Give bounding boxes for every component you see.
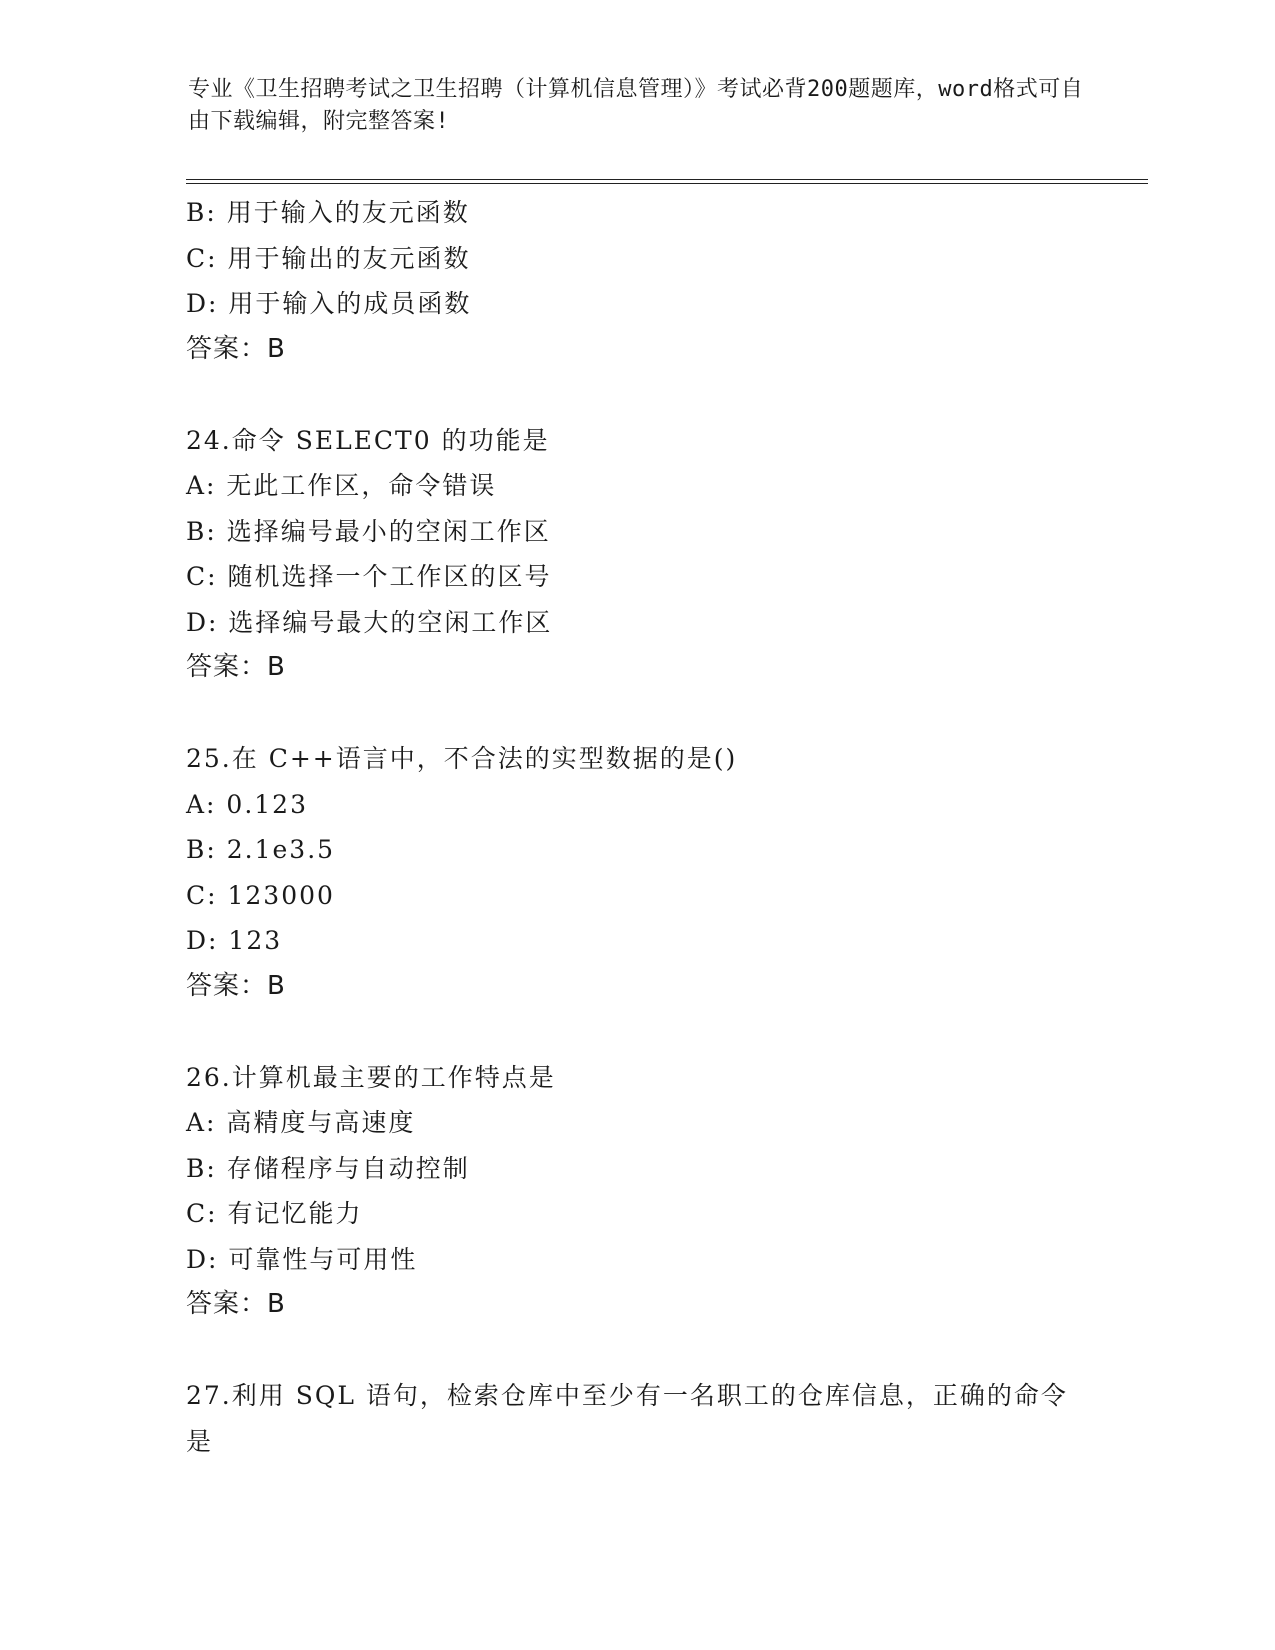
option-d: D: 用于输入的成员函数 xyxy=(186,289,472,318)
question-24 xyxy=(186,418,1086,691)
option-b: B: 存储程序与自动控制 xyxy=(186,1153,470,1183)
document-header: 专业《卫生招聘考试之卫生招聘（计算机信息管理）》考试必背200题题库，word格式可自由下载编辑，附完整答案! xyxy=(188,77,1084,134)
option-a: A: 0.123 xyxy=(186,789,308,819)
header-divider-bottom xyxy=(186,183,1148,184)
option-c: C: 随机选择一个工作区的区号 xyxy=(186,562,552,591)
option-a: A: 无此工作区，命令错误 xyxy=(186,471,497,500)
answer: 答案：B xyxy=(186,333,286,364)
option-c: C: 有记忆能力 xyxy=(186,1199,363,1228)
question-text: 24.命令 SELECT0 的功能是 xyxy=(186,425,550,455)
question-25 xyxy=(186,736,1086,1009)
question-text: 25.在 C++语言中，不合法的实型数据的是() xyxy=(186,744,738,773)
question-text: 27.利用 SQL 语句，检索仓库中至少有一名职工的仓库信息，正确的命令是 xyxy=(186,1381,1068,1456)
question-text: 26.计算机最主要的工作特点是 xyxy=(186,1062,556,1092)
answer: 答案：B xyxy=(186,1289,286,1319)
option-d: D: 选择编号最大的空闲工作区 xyxy=(186,607,553,637)
option-c: C: 123000 xyxy=(186,880,335,910)
option-b: B: 2.1e3.5 xyxy=(186,835,336,864)
option-b: B: 用于输入的友元函数 xyxy=(186,198,470,227)
option-b: B: 选择编号最小的空闲工作区 xyxy=(186,516,551,546)
option-c: C: 用于输出的友元函数 xyxy=(186,243,471,273)
answer: 答案：B xyxy=(186,652,286,682)
option-d: D: 123 xyxy=(186,926,283,955)
question-26 xyxy=(186,1055,1086,1328)
question-list xyxy=(186,190,1086,1464)
question-23 xyxy=(186,190,1086,372)
question-27 xyxy=(186,1373,1086,1464)
option-a: A: 高精度与高速度 xyxy=(186,1108,416,1137)
answer: 答案：B xyxy=(186,970,286,1001)
option-d: D: 可靠性与可用性 xyxy=(186,1244,418,1274)
header-divider-top xyxy=(186,179,1148,180)
